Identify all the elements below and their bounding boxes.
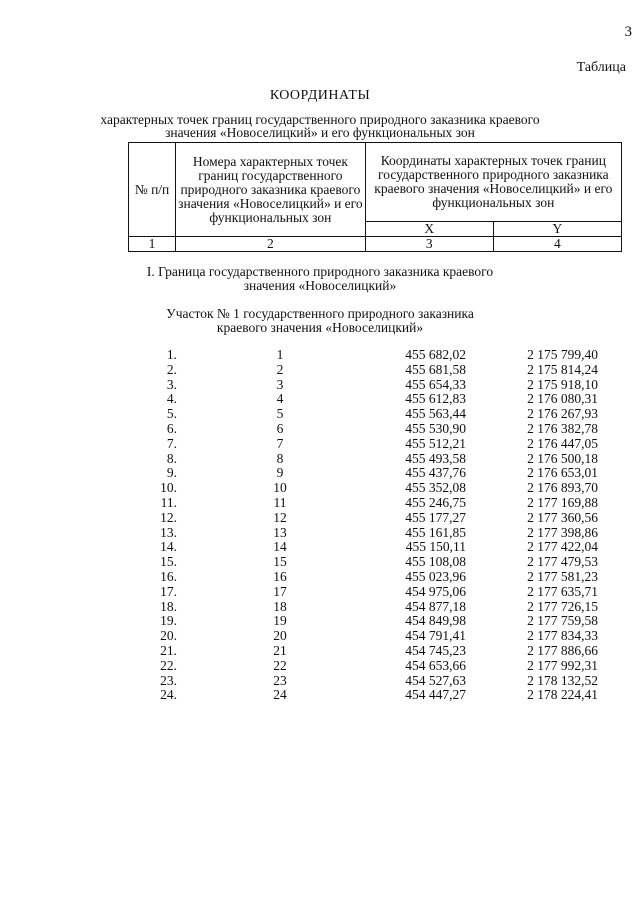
section-plot-line-1: Участок № 1 государственного природного заказника xyxy=(166,306,474,321)
coord-y: 2 177 360,56 xyxy=(527,509,598,525)
section-plot-title xyxy=(0,307,640,335)
point-number: 22 xyxy=(273,657,287,673)
header-col-number-2: 2 xyxy=(176,237,366,252)
row-number: 9. xyxy=(166,465,177,481)
header-y-cell: Y xyxy=(493,222,621,237)
row-number: 10. xyxy=(160,480,177,496)
coord-x: 455 612,83 xyxy=(405,391,466,407)
table-row xyxy=(128,452,622,467)
point-number: 23 xyxy=(273,672,287,688)
coord-y: 2 177 759,58 xyxy=(527,613,598,629)
point-number: 15 xyxy=(273,554,287,570)
coord-y: 2 177 398,86 xyxy=(527,524,598,540)
table-row xyxy=(128,496,622,511)
table-row xyxy=(128,674,622,689)
subheading-line-2: значения «Новоселицкий» и его функциональных зон xyxy=(165,125,475,140)
coord-y: 2 175 918,10 xyxy=(527,376,598,392)
point-number: 2 xyxy=(276,361,284,377)
table-row xyxy=(128,659,622,674)
point-number: 10 xyxy=(273,480,287,496)
coordinates-table-header xyxy=(128,142,622,252)
table-row xyxy=(128,614,622,629)
coord-y: 2 178 132,52 xyxy=(527,672,598,688)
coord-y: 2 177 992,31 xyxy=(527,657,598,673)
header-x-cell: X xyxy=(365,222,493,237)
point-number: 16 xyxy=(273,568,287,584)
row-number: 16. xyxy=(160,568,177,584)
row-number: 6. xyxy=(166,420,177,436)
row-number: 13. xyxy=(160,524,177,540)
row-number: 20. xyxy=(160,628,177,644)
coord-x: 455 246,75 xyxy=(405,494,466,510)
coord-x: 455 352,08 xyxy=(405,480,466,496)
coord-y: 2 176 382,78 xyxy=(527,420,598,436)
coord-y: 2 177 479,53 xyxy=(527,554,598,570)
table-row xyxy=(128,688,622,703)
coord-x: 455 493,58 xyxy=(405,450,466,466)
coord-y: 2 177 581,23 xyxy=(527,568,598,584)
row-number: 17. xyxy=(160,583,177,599)
row-number: 8. xyxy=(166,450,177,466)
row-number: 11. xyxy=(160,494,177,510)
header-coordinates-cell: Координаты характерных точек границ государственного природного заказника краевого значения «Новоселицкий» и его функциональных зон xyxy=(365,143,621,222)
table-row xyxy=(128,422,622,437)
table-row xyxy=(128,466,622,481)
point-number: 21 xyxy=(273,642,287,658)
coord-x: 455 512,21 xyxy=(405,435,466,451)
header-col-number-1: 1 xyxy=(129,237,176,252)
table-row xyxy=(128,555,622,570)
row-number: 1. xyxy=(166,347,177,362)
coord-x: 455 682,02 xyxy=(405,347,466,362)
row-number: 22. xyxy=(160,657,177,673)
header-number-cell: № п/п xyxy=(129,143,176,237)
coord-x: 454 527,63 xyxy=(405,672,466,688)
row-number: 12. xyxy=(160,509,177,525)
coord-y: 2 176 893,70 xyxy=(527,480,598,496)
point-number: 5 xyxy=(276,406,284,422)
section-boundary-line-1: I. Граница государственного природного заказника краевого xyxy=(146,264,494,279)
coord-y: 2 176 080,31 xyxy=(527,391,598,407)
coord-x: 455 161,85 xyxy=(405,524,466,540)
coord-y: 2 178 224,41 xyxy=(527,687,598,703)
point-number: 6 xyxy=(276,420,284,436)
table-row xyxy=(128,363,622,378)
coord-x: 454 447,27 xyxy=(405,687,466,703)
header-point-numbers-cell: Номера характерных точек границ государственного природного заказника краевого значения «Новоселицкий» и его функциональных зон xyxy=(176,143,366,237)
page-number: 3 xyxy=(624,24,632,40)
row-number: 4. xyxy=(166,391,177,407)
row-number: 5. xyxy=(166,406,177,422)
table-row xyxy=(128,585,622,600)
row-number: 3. xyxy=(166,376,177,392)
coord-x: 455 437,76 xyxy=(405,465,466,481)
coord-y: 2 176 267,93 xyxy=(527,406,598,422)
point-number: 14 xyxy=(273,539,287,555)
point-number: 7 xyxy=(276,435,284,451)
point-number: 13 xyxy=(273,524,287,540)
coord-x: 454 877,18 xyxy=(405,598,466,614)
table-row xyxy=(128,526,622,541)
table-label: Таблица xyxy=(576,60,626,75)
table-row xyxy=(128,437,622,452)
row-number: 23. xyxy=(160,672,177,688)
coord-x: 455 654,33 xyxy=(405,376,466,392)
row-number: 14. xyxy=(160,539,177,555)
coord-y: 2 177 834,33 xyxy=(527,628,598,644)
row-number: 15. xyxy=(160,554,177,570)
coord-x: 455 150,11 xyxy=(405,539,466,555)
point-number: 3 xyxy=(276,376,284,392)
point-number: 17 xyxy=(273,583,287,599)
point-number: 4 xyxy=(276,391,284,407)
coord-x: 454 791,41 xyxy=(405,628,466,644)
table-row xyxy=(128,348,622,363)
coord-x: 454 653,66 xyxy=(405,657,466,673)
row-number: 2. xyxy=(166,361,177,377)
table-row xyxy=(128,481,622,496)
table-row xyxy=(128,392,622,407)
subheading-line-1: характерных точек границ государственного природного заказника краевого xyxy=(100,112,540,127)
point-number: 18 xyxy=(273,598,287,614)
point-number: 1 xyxy=(276,347,284,362)
row-number: 19. xyxy=(160,613,177,629)
coord-x: 455 681,58 xyxy=(405,361,466,377)
coord-x: 454 975,06 xyxy=(405,583,466,599)
coord-y: 2 175 814,24 xyxy=(527,361,598,377)
coord-y: 2 176 447,05 xyxy=(527,435,598,451)
point-number: 20 xyxy=(273,628,287,644)
coord-y: 2 176 500,18 xyxy=(527,450,598,466)
coord-x: 454 849,98 xyxy=(405,613,466,629)
table-row xyxy=(128,407,622,422)
document-heading: КООРДИНАТЫ xyxy=(269,88,371,103)
table-row xyxy=(128,540,622,555)
coord-x: 455 108,08 xyxy=(405,554,466,570)
coord-x: 455 023,96 xyxy=(405,568,466,584)
table-row xyxy=(128,378,622,393)
table-row xyxy=(128,629,622,644)
row-number: 21. xyxy=(160,642,177,658)
coord-y: 2 175 799,40 xyxy=(527,347,598,362)
point-number: 24 xyxy=(273,687,287,703)
section-plot-line-2: краевого значения «Новоселицкий» xyxy=(216,320,424,335)
section-boundary-title xyxy=(0,265,640,293)
coord-x: 455 530,90 xyxy=(405,420,466,436)
coord-y: 2 177 422,04 xyxy=(527,539,598,555)
row-number: 24. xyxy=(160,687,177,703)
table-row xyxy=(128,570,622,585)
point-number: 12 xyxy=(273,509,287,525)
coordinates-rows xyxy=(128,348,622,703)
coord-y: 2 177 886,66 xyxy=(527,642,598,658)
coord-x: 455 563,44 xyxy=(405,406,466,422)
row-number: 7. xyxy=(166,435,177,451)
point-number: 8 xyxy=(276,450,284,466)
table-row xyxy=(128,644,622,659)
coord-y: 2 177 169,88 xyxy=(527,494,598,510)
coord-y: 2 177 726,15 xyxy=(527,598,598,614)
coord-x: 454 745,23 xyxy=(405,642,466,658)
table-row xyxy=(128,511,622,526)
section-boundary-line-2: значения «Новоселицкий» xyxy=(243,278,397,293)
coord-y: 2 177 635,71 xyxy=(527,583,598,599)
header-col-number-3: 3 xyxy=(365,237,493,252)
header-col-number-4: 4 xyxy=(493,237,621,252)
document-subheading xyxy=(0,113,640,139)
row-number: 18. xyxy=(160,598,177,614)
point-number: 9 xyxy=(276,465,284,481)
table-row xyxy=(128,600,622,615)
coord-x: 455 177,27 xyxy=(405,509,466,525)
coord-y: 2 176 653,01 xyxy=(527,465,598,481)
point-number: 19 xyxy=(273,613,287,629)
point-number: 11 xyxy=(273,494,287,510)
